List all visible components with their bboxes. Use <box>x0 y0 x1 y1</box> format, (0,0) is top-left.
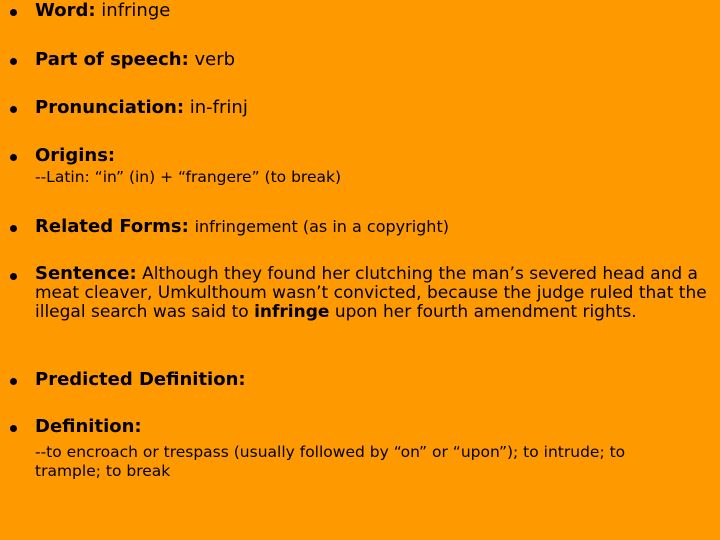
related-forms-value: infringement (as in a copyright) <box>194 217 449 236</box>
related-forms-item <box>10 216 714 238</box>
word-label: Word: <box>35 0 96 21</box>
bullet-icon <box>10 154 17 161</box>
origins-label: Origins: <box>35 145 116 166</box>
part-of-speech-item <box>10 49 714 71</box>
bullet-icon <box>10 58 17 65</box>
sentence-label: Sentence: <box>35 263 137 284</box>
part-of-speech-label: Part of speech: <box>35 49 189 70</box>
bullet-icon <box>10 225 17 232</box>
definition-label: Definition: <box>35 416 142 437</box>
related-forms-label: Related Forms: <box>35 216 189 237</box>
predicted-definition-label: Predicted Definition: <box>35 369 246 390</box>
bullet-icon <box>10 9 17 16</box>
bullet-icon <box>10 273 17 280</box>
definition-item <box>10 416 714 481</box>
bullet-icon <box>10 425 17 432</box>
pronunciation-item <box>10 97 714 119</box>
origins-detail: --Latin: “in” (in) + “frangere” (to break) <box>35 168 342 186</box>
sentence-text-before: Although they found her clutching the man’s severed head and a meat cleaver, Umkulthoum wasn’t convicted, because the judge ruled that the illegal search was said to <box>35 264 707 322</box>
word-item <box>10 0 714 22</box>
origins-item <box>10 145 714 187</box>
word-value: infringe <box>101 0 171 21</box>
sentence-text-after: upon her fourth amendment rights. <box>334 302 637 322</box>
definition-detail: --to encroach or trespass (usually followed by “on” or “upon”); to intrude; to trample; to break <box>35 443 626 480</box>
bullet-icon <box>10 106 17 113</box>
bullet-icon <box>10 378 17 385</box>
sentence-highlight-word: infringe <box>254 302 330 322</box>
part-of-speech-value: verb <box>194 49 236 70</box>
pronunciation-label: Pronunciation: <box>35 97 185 118</box>
predicted-definition-item <box>10 369 714 391</box>
pronunciation-value: in-frinj <box>189 97 248 118</box>
sentence-item <box>10 264 714 322</box>
